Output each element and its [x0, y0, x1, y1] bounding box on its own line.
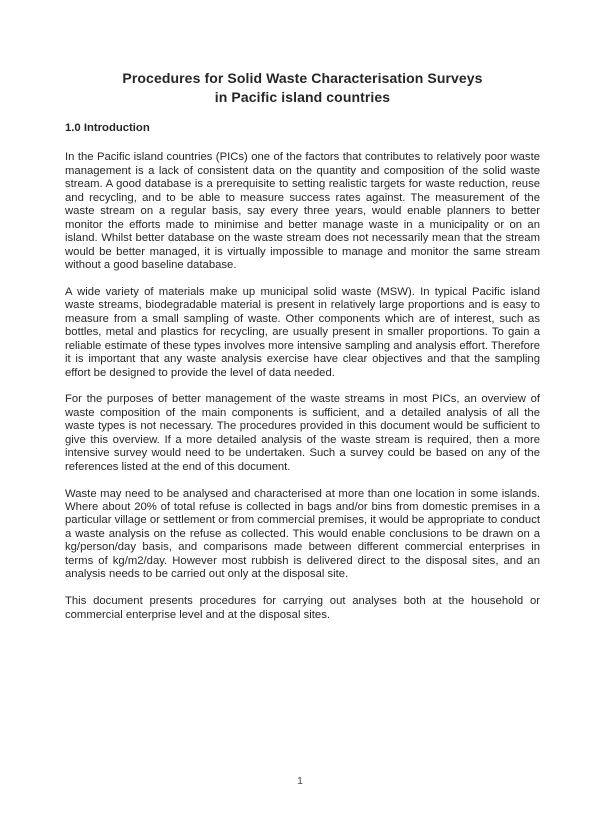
paragraph-introduction-3: For the purposes of better management of the waste streams in most PICs, an overview of waste composition of the main components is sufficient, and a detailed analysis of all the waste types is not necessary. The procedures provided in this document would be sufficient to give this overview. If a more detailed analysis of the waste stream is required, then a more intensive survey would need to be undertaken. Such a survey could be based on any of the references listed at the end of this document.	[65, 393, 540, 473]
paragraph-introduction-4: Waste may need to be analysed and characterised at more than one location in some islands. Where about 20% of total refuse is collected in bags and/or bins from domestic premises in a particular village or settlement or from commercial premises, it would be appropriate to conduct a waste analysis on the refuse as collected. This would enable conclusions to be drawn on a kg/person/day basis, and comparisons made between different commercial enterprises in terms of kg/m2/day. However most rubbish is delivered direct to the disposal sites, and an analysis needs to be carried out only at the disposal site.	[65, 487, 540, 581]
document-body	[65, 151, 540, 622]
paragraph-introduction-2: A wide variety of materials make up municipal solid waste (MSW). In typical Pacific island waste streams, biodegradable material is present in relatively large proportions and is easy to measure from a small sampling of waste. Other components which are of interest, such as bottles, metal and plastics for recycling, are usually present in smaller proportions. To gain a reliable estimate of these types involves more intensive sampling and analysis effort. Therefore it is important that any waste analysis exercise have clear objectives and that the sampling effort be designed to provide the level of data needed.	[65, 285, 540, 379]
section-heading: 1.0 Introduction	[65, 122, 150, 134]
title-line-2: in Pacific island countries	[214, 89, 391, 105]
paragraph-introduction-5: This document presents procedures for carrying out analyses both at the household or commercial enterprise level and at the disposal sites.	[65, 595, 540, 621]
title-line-1: Procedures for Solid Waste Characterisation Surveys	[122, 70, 483, 86]
page-number: 1	[297, 775, 303, 787]
document-title	[65, 69, 540, 107]
paragraph-introduction-1: In the Pacific island countries (PICs) one of the factors that contributes to relatively poor waste management is a lack of consistent data on the quantity and composition of the solid waste stream. A good database is a prerequisite to setting realistic targets for waste reduction, reuse and recycling, and to be able to measure success rates against. The measurement of the waste stream on a regular basis, say every three years, would enable planners to better monitor the efforts made to minimise and better manage waste in a municipality or on an island. Whilst better database on the waste stream does not necessarily mean that the stream would be better managed, it is virtually impossible to manage and monitor the same stream without a good baseline database.	[65, 151, 540, 272]
